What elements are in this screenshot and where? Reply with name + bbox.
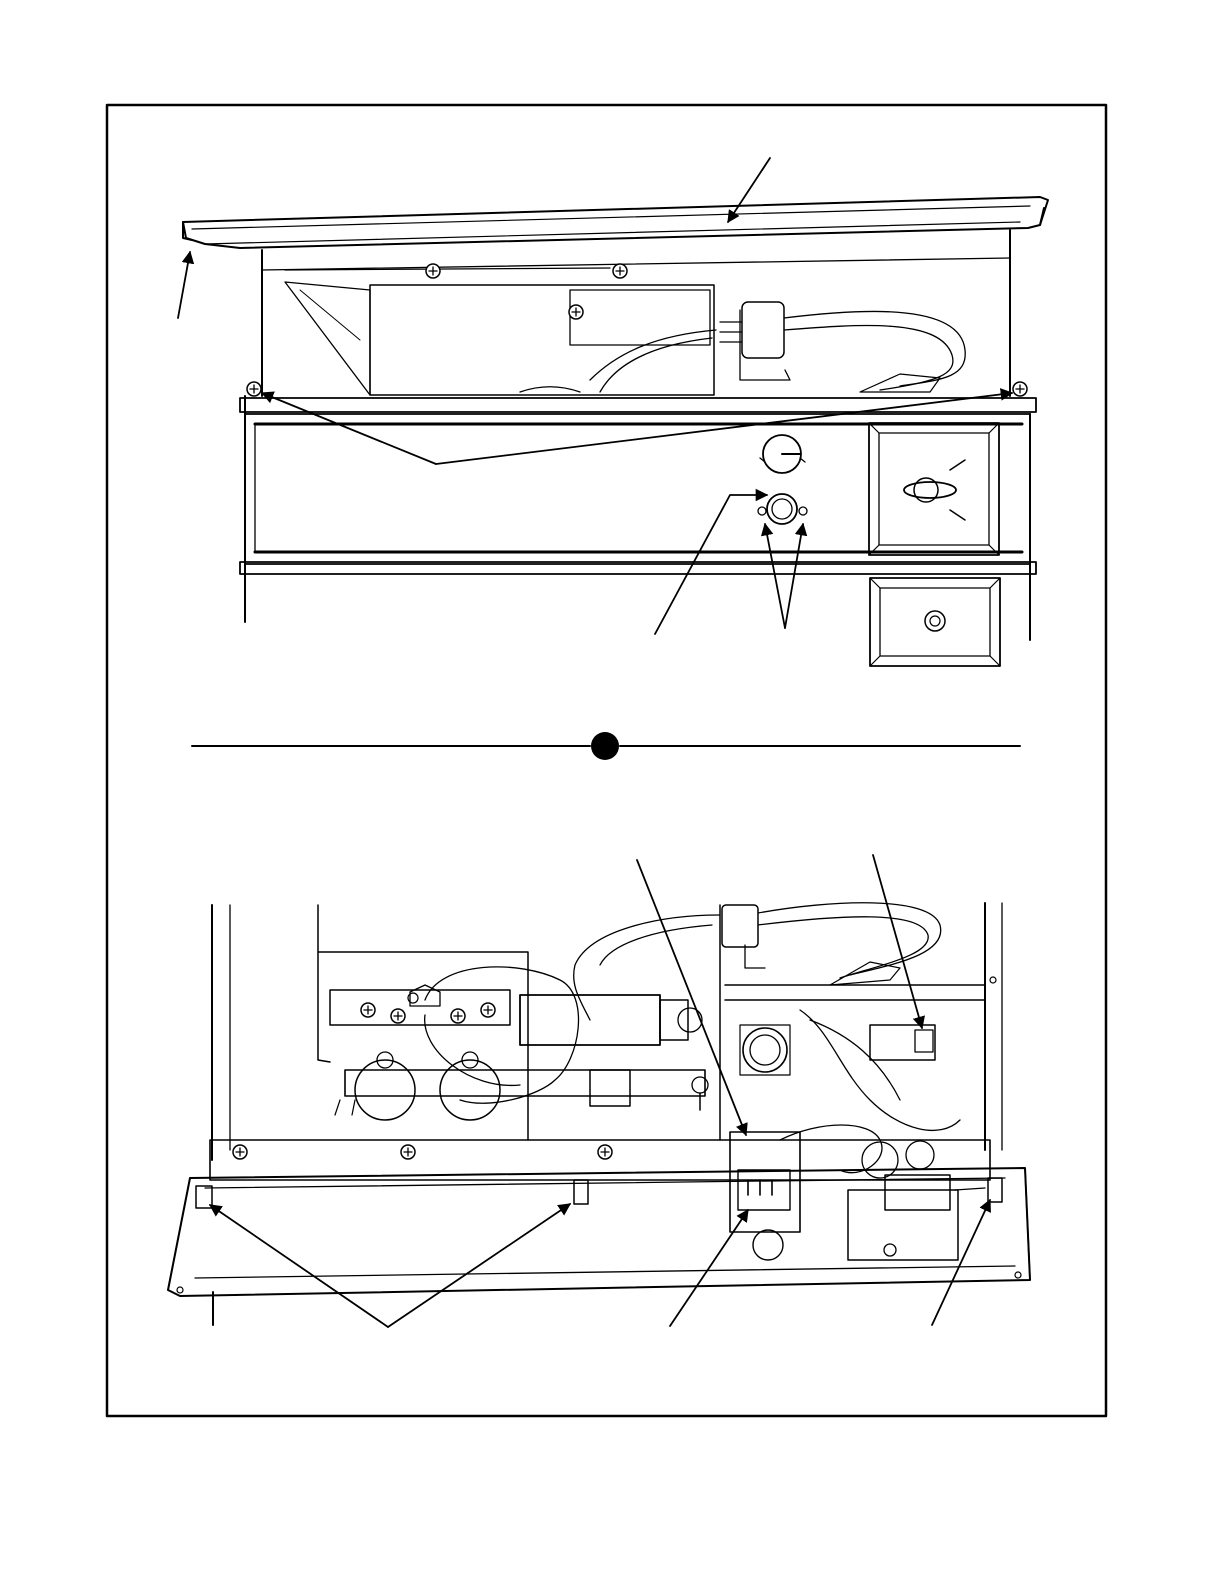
lower-panel-illustration	[168, 855, 1030, 1327]
button-screw-right	[799, 507, 807, 515]
leader-rail-screw-right	[436, 393, 1012, 464]
leader-pressure-switch	[873, 855, 922, 1028]
lower-access-panel	[870, 578, 1000, 666]
top-cover	[183, 197, 1048, 248]
tray-tab-right	[988, 1178, 1002, 1202]
leader-button-screw-right	[785, 524, 803, 628]
leader-tray-tab-left	[210, 1205, 388, 1327]
leader-relay-lower	[670, 1210, 748, 1326]
lower-igniter-connector	[722, 905, 758, 947]
igniter-module	[848, 1190, 958, 1260]
selector-switch	[904, 482, 956, 498]
figure-border	[107, 105, 1106, 1416]
rail-screw-right	[1013, 382, 1027, 396]
igniter-connector	[742, 302, 784, 358]
leader-relay-module	[637, 860, 746, 1135]
control-panel	[245, 414, 1030, 564]
burner-manifold	[345, 1070, 705, 1096]
leader-igniter	[728, 158, 770, 222]
leader-button-screw-left	[765, 524, 785, 628]
control-box	[370, 285, 714, 395]
leader-tray-tab-right	[932, 1200, 990, 1325]
button-screw-left	[758, 507, 766, 515]
panel-separator	[192, 732, 1020, 760]
leader-rail-screw-left	[262, 393, 436, 464]
switch-panel	[869, 423, 999, 555]
separator-dot	[591, 732, 619, 760]
leader-top-cover	[178, 252, 190, 318]
rail-screw-left	[247, 382, 261, 396]
upper-panel-illustration	[178, 158, 1048, 666]
leader-tray-tab-center	[388, 1204, 570, 1327]
